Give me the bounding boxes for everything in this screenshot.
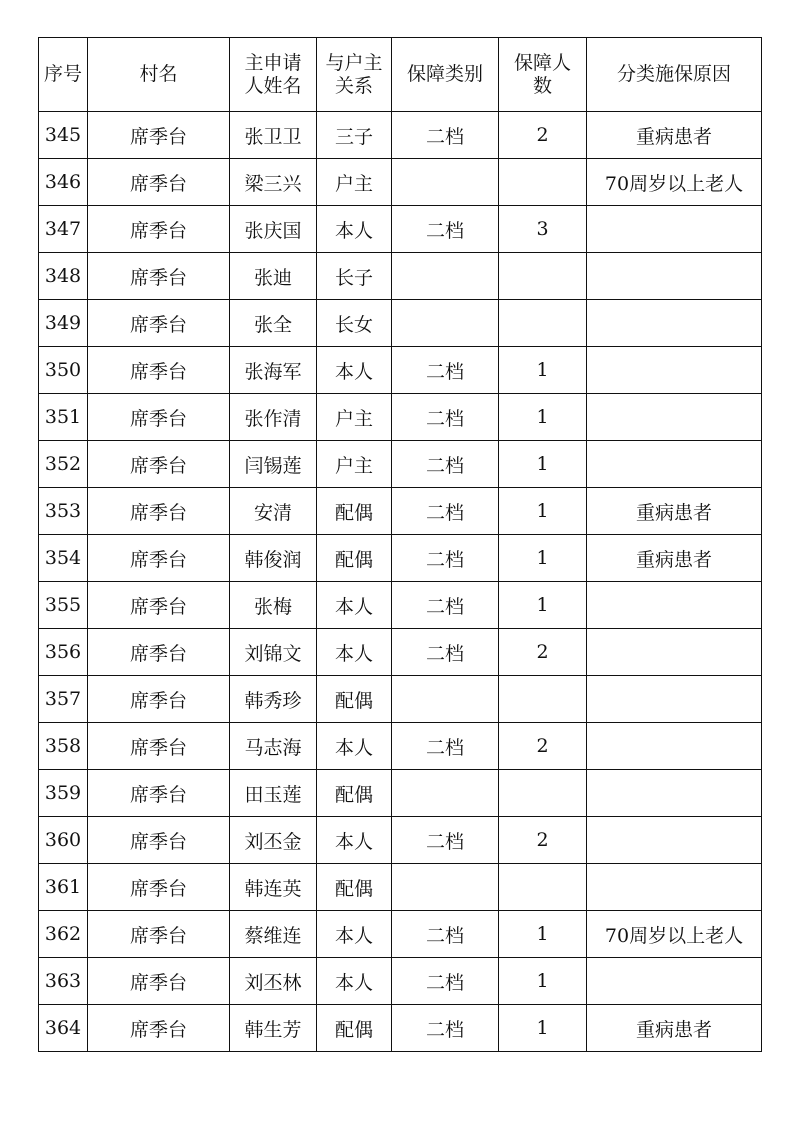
cell-relation: 户主 — [317, 441, 392, 488]
cell-category: 二档 — [392, 535, 499, 582]
cell-seq: 356 — [39, 629, 88, 676]
cell-category: 二档 — [392, 488, 499, 535]
cell-seq: 353 — [39, 488, 88, 535]
roster-body — [39, 112, 762, 1052]
cell-count — [499, 676, 587, 723]
cell-village: 席季台 — [88, 159, 230, 206]
cell-village: 席季台 — [88, 817, 230, 864]
cell-reason: 重病患者 — [587, 488, 762, 535]
cell-count: 2 — [499, 817, 587, 864]
cell-applicant-name: 张梅 — [230, 582, 317, 629]
cell-relation: 本人 — [317, 911, 392, 958]
cell-count: 1 — [499, 394, 587, 441]
assistance-roster-table — [38, 37, 762, 1052]
cell-applicant-name: 张全 — [230, 300, 317, 347]
cell-reason — [587, 629, 762, 676]
table-row — [39, 817, 762, 864]
table-row — [39, 159, 762, 206]
cell-category — [392, 300, 499, 347]
cell-category: 二档 — [392, 817, 499, 864]
cell-applicant-name: 蔡维连 — [230, 911, 317, 958]
cell-village: 席季台 — [88, 300, 230, 347]
cell-reason — [587, 253, 762, 300]
header-village: 村名 — [88, 38, 230, 112]
cell-reason — [587, 300, 762, 347]
cell-applicant-name: 闫锡莲 — [230, 441, 317, 488]
cell-relation: 本人 — [317, 206, 392, 253]
cell-reason — [587, 770, 762, 817]
cell-relation: 配偶 — [317, 1005, 392, 1052]
cell-category: 二档 — [392, 723, 499, 770]
cell-village: 席季台 — [88, 206, 230, 253]
cell-category: 二档 — [392, 629, 499, 676]
cell-reason — [587, 206, 762, 253]
cell-count: 1 — [499, 347, 587, 394]
cell-applicant-name: 韩俊润 — [230, 535, 317, 582]
cell-applicant-name: 刘丕金 — [230, 817, 317, 864]
cell-applicant-name: 张卫卫 — [230, 112, 317, 159]
cell-reason — [587, 676, 762, 723]
table-row — [39, 253, 762, 300]
cell-applicant-name: 田玉莲 — [230, 770, 317, 817]
header-relation-line1: 与户主 — [325, 51, 383, 74]
header-count — [499, 38, 587, 112]
cell-relation: 配偶 — [317, 770, 392, 817]
cell-seq: 347 — [39, 206, 88, 253]
cell-village: 席季台 — [88, 770, 230, 817]
header-reason: 分类施保原因 — [587, 38, 762, 112]
cell-relation: 配偶 — [317, 676, 392, 723]
cell-seq: 352 — [39, 441, 88, 488]
table-row — [39, 300, 762, 347]
header-count-line1: 保障人 — [513, 51, 571, 74]
cell-category: 二档 — [392, 112, 499, 159]
cell-count — [499, 864, 587, 911]
header-category: 保障类别 — [392, 38, 499, 112]
cell-relation: 户主 — [317, 159, 392, 206]
table-row — [39, 958, 762, 1005]
table-row — [39, 629, 762, 676]
cell-seq: 350 — [39, 347, 88, 394]
cell-applicant-name: 马志海 — [230, 723, 317, 770]
cell-village: 席季台 — [88, 958, 230, 1005]
cell-village: 席季台 — [88, 347, 230, 394]
cell-village: 席季台 — [88, 1005, 230, 1052]
cell-village: 席季台 — [88, 441, 230, 488]
table-row — [39, 535, 762, 582]
cell-reason — [587, 441, 762, 488]
cell-relation: 本人 — [317, 629, 392, 676]
header-relation-line2: 关系 — [334, 74, 373, 97]
table-row — [39, 911, 762, 958]
header-relation — [317, 38, 392, 112]
cell-reason — [587, 817, 762, 864]
cell-reason — [587, 864, 762, 911]
cell-reason — [587, 347, 762, 394]
cell-category — [392, 253, 499, 300]
cell-seq: 354 — [39, 535, 88, 582]
cell-relation: 本人 — [317, 817, 392, 864]
cell-relation: 本人 — [317, 958, 392, 1005]
cell-seq: 349 — [39, 300, 88, 347]
cell-relation: 本人 — [317, 347, 392, 394]
cell-category: 二档 — [392, 206, 499, 253]
header-seq: 序号 — [39, 38, 88, 112]
cell-seq: 358 — [39, 723, 88, 770]
table-row — [39, 676, 762, 723]
table-row — [39, 488, 762, 535]
cell-category: 二档 — [392, 958, 499, 1005]
cell-relation: 户主 — [317, 394, 392, 441]
cell-count — [499, 300, 587, 347]
table-row — [39, 1005, 762, 1052]
cell-count: 1 — [499, 582, 587, 629]
table-row — [39, 347, 762, 394]
cell-village: 席季台 — [88, 394, 230, 441]
header-applicant-line1: 主申请 — [244, 51, 302, 74]
cell-reason — [587, 582, 762, 629]
cell-applicant-name: 刘丕林 — [230, 958, 317, 1005]
cell-reason: 70周岁以上老人 — [587, 911, 762, 958]
table-row — [39, 864, 762, 911]
cell-applicant-name: 刘锦文 — [230, 629, 317, 676]
cell-reason: 重病患者 — [587, 112, 762, 159]
cell-category — [392, 676, 499, 723]
header-applicant — [230, 38, 317, 112]
cell-seq: 345 — [39, 112, 88, 159]
cell-applicant-name: 安清 — [230, 488, 317, 535]
cell-applicant-name: 梁三兴 — [230, 159, 317, 206]
table-row — [39, 770, 762, 817]
cell-count: 1 — [499, 911, 587, 958]
cell-seq: 348 — [39, 253, 88, 300]
cell-count — [499, 770, 587, 817]
cell-seq: 361 — [39, 864, 88, 911]
cell-applicant-name: 韩生芳 — [230, 1005, 317, 1052]
cell-seq: 346 — [39, 159, 88, 206]
cell-village: 席季台 — [88, 629, 230, 676]
cell-applicant-name: 张海军 — [230, 347, 317, 394]
header-row — [39, 38, 762, 112]
cell-reason — [587, 394, 762, 441]
cell-seq: 364 — [39, 1005, 88, 1052]
cell-village: 席季台 — [88, 911, 230, 958]
cell-count: 1 — [499, 958, 587, 1005]
cell-category — [392, 159, 499, 206]
cell-count — [499, 253, 587, 300]
header-applicant-line2: 人姓名 — [244, 74, 302, 97]
cell-village: 席季台 — [88, 582, 230, 629]
table-row — [39, 723, 762, 770]
cell-count: 3 — [499, 206, 587, 253]
cell-village: 席季台 — [88, 112, 230, 159]
cell-category: 二档 — [392, 1005, 499, 1052]
cell-category — [392, 770, 499, 817]
cell-seq: 357 — [39, 676, 88, 723]
cell-reason: 70周岁以上老人 — [587, 159, 762, 206]
cell-reason: 重病患者 — [587, 535, 762, 582]
cell-count: 2 — [499, 629, 587, 676]
cell-count — [499, 159, 587, 206]
cell-reason — [587, 723, 762, 770]
cell-relation: 长女 — [317, 300, 392, 347]
cell-seq: 360 — [39, 817, 88, 864]
cell-relation: 本人 — [317, 582, 392, 629]
table-row — [39, 582, 762, 629]
cell-category: 二档 — [392, 582, 499, 629]
cell-relation: 配偶 — [317, 488, 392, 535]
cell-seq: 359 — [39, 770, 88, 817]
cell-relation: 本人 — [317, 723, 392, 770]
cell-seq: 351 — [39, 394, 88, 441]
cell-category: 二档 — [392, 441, 499, 488]
cell-reason: 重病患者 — [587, 1005, 762, 1052]
cell-applicant-name: 韩连英 — [230, 864, 317, 911]
cell-relation: 配偶 — [317, 535, 392, 582]
cell-count: 1 — [499, 488, 587, 535]
cell-village: 席季台 — [88, 676, 230, 723]
cell-count: 1 — [499, 441, 587, 488]
cell-relation: 长子 — [317, 253, 392, 300]
table-row — [39, 206, 762, 253]
cell-relation: 配偶 — [317, 864, 392, 911]
cell-seq: 355 — [39, 582, 88, 629]
cell-count: 1 — [499, 1005, 587, 1052]
cell-village: 席季台 — [88, 253, 230, 300]
cell-applicant-name: 张作清 — [230, 394, 317, 441]
cell-village: 席季台 — [88, 488, 230, 535]
cell-applicant-name: 韩秀珍 — [230, 676, 317, 723]
cell-category: 二档 — [392, 394, 499, 441]
table-row — [39, 394, 762, 441]
cell-village: 席季台 — [88, 864, 230, 911]
cell-category — [392, 864, 499, 911]
cell-village: 席季台 — [88, 723, 230, 770]
cell-category: 二档 — [392, 347, 499, 394]
cell-seq: 363 — [39, 958, 88, 1005]
cell-seq: 362 — [39, 911, 88, 958]
cell-count: 1 — [499, 535, 587, 582]
cell-category: 二档 — [392, 911, 499, 958]
cell-reason — [587, 958, 762, 1005]
cell-count: 2 — [499, 112, 587, 159]
table-row — [39, 441, 762, 488]
header-count-line2: 数 — [532, 74, 552, 97]
table-row — [39, 112, 762, 159]
cell-applicant-name: 张庆国 — [230, 206, 317, 253]
cell-count: 2 — [499, 723, 587, 770]
cell-village: 席季台 — [88, 535, 230, 582]
cell-applicant-name: 张迪 — [230, 253, 317, 300]
cell-relation: 三子 — [317, 112, 392, 159]
